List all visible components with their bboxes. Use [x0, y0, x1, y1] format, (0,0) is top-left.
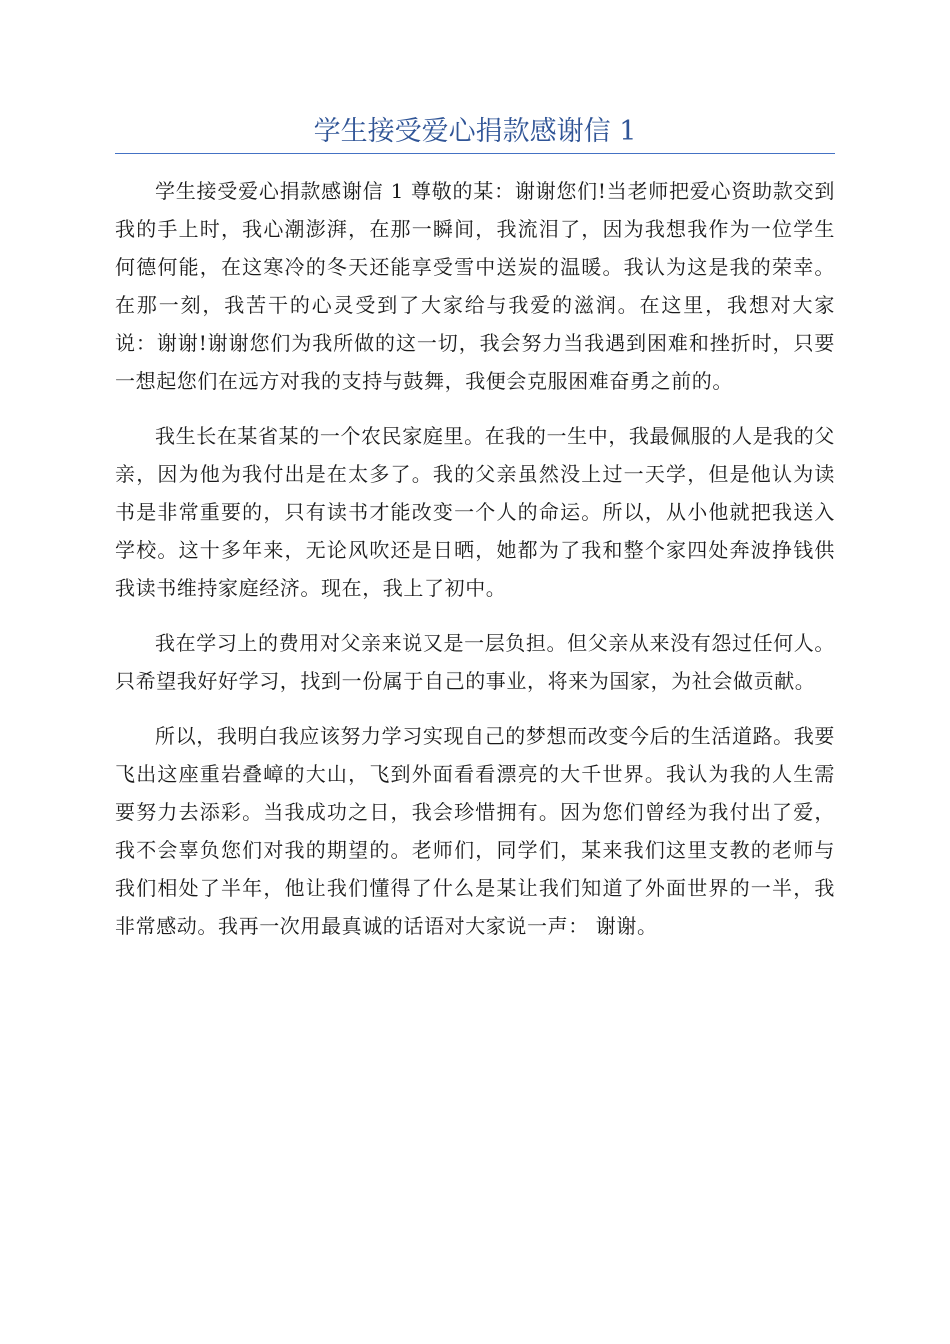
paragraph-2: 我生长在某省某的一个农民家庭里。在我的一生中，我最佩服的人是我的父亲，因为他为我付出是在太多了。我的父亲虽然没上过一天学，但是他认为读书是非常重要的，只有读书才能改变一个人的命运。所以，从小他就把我送入学校。这十多年来，无论风吹还是日晒，她都为了我和整个家四处奔波挣钱供我读书维持家庭经济。现在，我上了初中。	[115, 424, 835, 600]
title-underline	[115, 153, 835, 154]
letter-body	[115, 172, 835, 962]
paragraph-4: 所以，我明白我应该努力学习实现自己的梦想而改变今后的生活道路。我要飞出这座重岩叠嶂的大山，飞到外面看看漂亮的大千世界。我认为我的人生需要努力去添彩。当我成功之日，我会珍惜拥有。因为您们曾经为我付出了爱，我不会辜负您们对我的期望的。老师们，同学们，某来我们这里支教的老师与我们相处了半年，他让我们懂得了什么是某让我们知道了外面世界的一半，我非常感动。我再一次用最真诚的话语对大家说一声： 谢谢。	[115, 724, 835, 938]
document-title: 学生接受爱心捐款感谢信 1	[313, 116, 637, 147]
paragraph-3: 我在学习上的费用对父亲来说又是一层负担。但父亲从来没有怨过任何人。只希望我好好学习，找到一份属于自己的事业，将来为国家，为社会做贡献。	[115, 631, 835, 693]
paragraph-1: 学生接受爱心捐款感谢信 1 尊敬的某：谢谢您们!当老师把爱心资助款交到我的手上时，我心潮澎湃，在那一瞬间，我流泪了，因为我想我作为一位学生何德何能，在这寒冷的冬天还能享受雪中送炭的温暖。我认为这是我的荣幸。在那一刻，我苦干的心灵受到了大家给与我爱的滋润。在这里，我想对大家说：谢谢!谢谢您们为我所做的这一切，我会努力当我遇到困难和挫折时，只要一想起您们在远方对我的支持与鼓舞，我便会克服困难奋勇之前的。	[115, 179, 835, 393]
